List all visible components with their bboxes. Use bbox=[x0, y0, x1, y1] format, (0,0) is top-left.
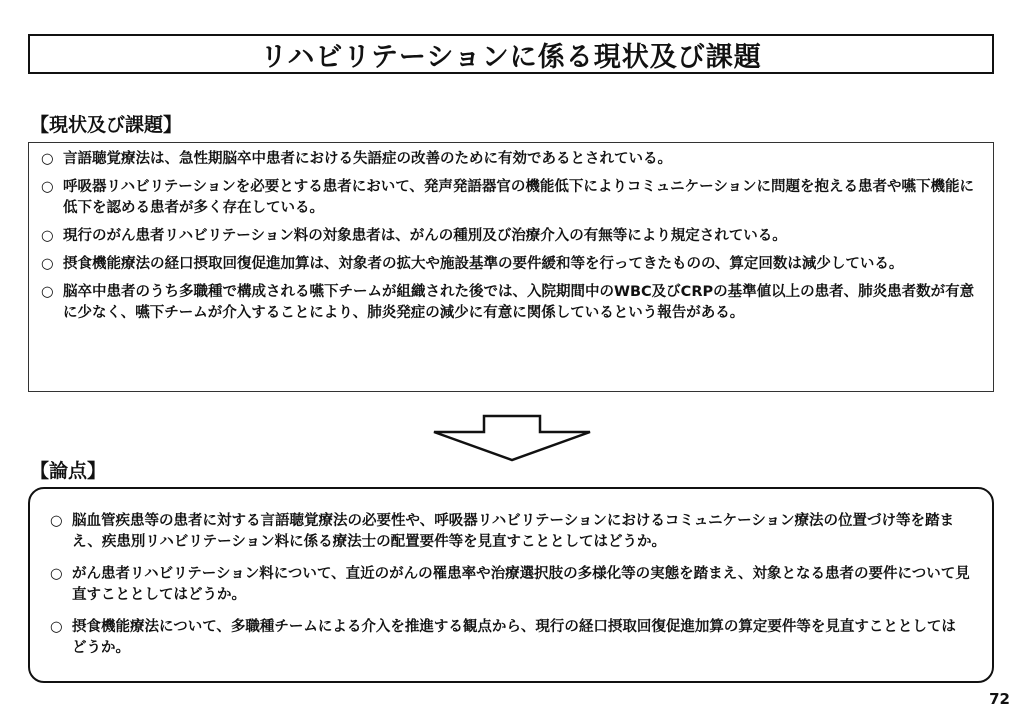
status-item-text: 呼吸器リハビリテーションを必要とする患者において、発声発語器官の機能低下によりコミュニケーションに問題を抱える患者や嚥下機能に低下を認める患者が多く存在している。 bbox=[63, 179, 975, 216]
status-item bbox=[41, 177, 983, 219]
page-number: 72 bbox=[989, 690, 1010, 708]
bullet-icon: ○ bbox=[50, 566, 63, 582]
bullet-icon: ○ bbox=[41, 284, 54, 300]
status-item bbox=[41, 149, 983, 170]
bullet-icon: ○ bbox=[41, 256, 54, 272]
status-item bbox=[41, 254, 983, 275]
issue-item bbox=[50, 617, 970, 659]
down-arrow-icon bbox=[432, 414, 592, 462]
page-title: リハビリテーションに係る現状及び課題 bbox=[260, 41, 762, 73]
bullet-icon: ○ bbox=[50, 619, 63, 635]
issue-item bbox=[50, 564, 970, 606]
issue-item bbox=[50, 511, 970, 553]
status-item bbox=[41, 226, 983, 247]
status-item-text: 現行のがん患者リハビリテーション料の対象患者は、がんの種別及び治療介入の有無等により規定されている。 bbox=[63, 228, 787, 244]
status-item-text: 言語聴覚療法は、急性期脳卒中患者における失語症の改善のために有効であるとされている。 bbox=[63, 151, 672, 167]
status-item bbox=[41, 282, 983, 324]
issues-box bbox=[28, 487, 994, 683]
title-box bbox=[28, 34, 994, 74]
bullet-icon: ○ bbox=[41, 151, 54, 167]
issues-section-heading: 【論点】 bbox=[30, 460, 107, 482]
bullet-icon: ○ bbox=[41, 179, 54, 195]
issue-item-text: 脳血管疾患等の患者に対する言語聴覚療法の必要性や、呼吸器リハビリテーションにおけるコミュニケーション療法の位置づけ等を踏まえ、疾患別リハビリテーション料に係る療法士の配置要件等を見直すこととしてはどうか。 bbox=[72, 513, 955, 550]
bullet-icon: ○ bbox=[41, 228, 54, 244]
status-box bbox=[28, 142, 994, 392]
issue-item-text: 摂食機能療法について、多職種チームによる介入を推進する観点から、現行の経口摂取回復促進加算の算定要件等を見直すこととしてはどうか。 bbox=[72, 619, 956, 656]
status-item-text: 摂食機能療法の経口摂取回復促進加算は、対象者の拡大や施設基準の要件緩和等を行ってきたものの、算定回数は減少している。 bbox=[63, 256, 904, 272]
status-item-text: 脳卒中患者のうち多職種で構成される嚥下チームが組織された後では、入院期間中のWBC及びCRPの基準値以上の患者、肺炎患者数が有意に少なく、嚥下チームが介入することにより、肺炎発症の減少に有意に関係しているという報告がある。 bbox=[63, 284, 975, 321]
issue-item-text: がん患者リハビリテーション料について、直近のがんの罹患率や治療選択肢の多様化等の実態を踏まえ、対象となる患者の要件について見直すこととしてはどうか。 bbox=[72, 566, 970, 603]
bullet-icon: ○ bbox=[50, 513, 63, 529]
status-section-heading: 【現状及び課題】 bbox=[30, 114, 183, 136]
